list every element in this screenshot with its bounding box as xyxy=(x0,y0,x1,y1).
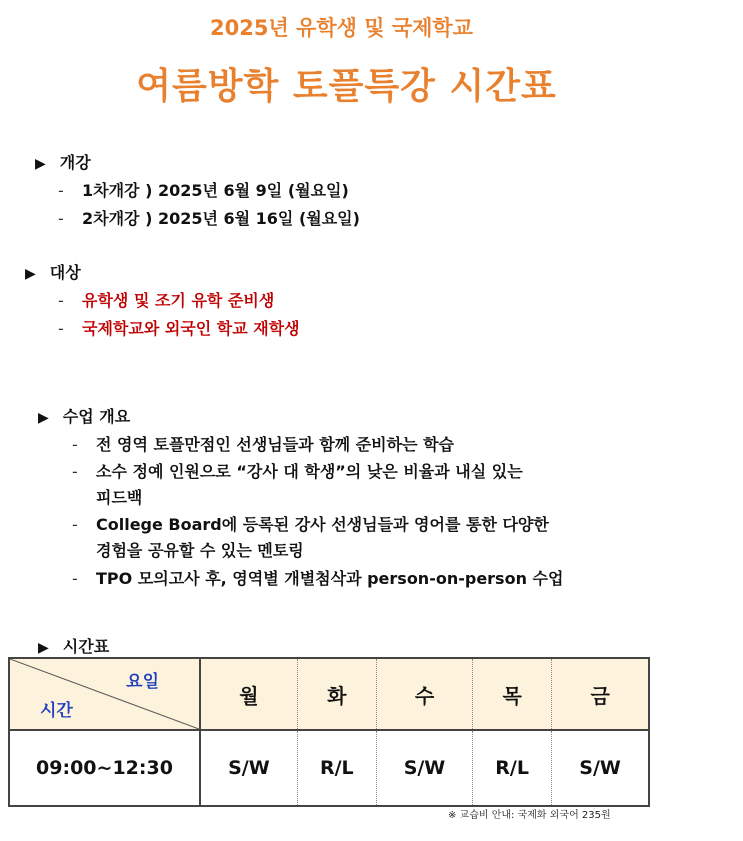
triangle-right-icon: ▶ xyxy=(38,410,49,426)
dash-icon: - xyxy=(58,319,64,338)
schedule-corner-cell xyxy=(9,658,200,730)
schedule-table xyxy=(8,657,650,807)
diagonal-divider xyxy=(10,659,199,729)
time-cell: 09:00~12:30 xyxy=(9,730,200,806)
target-item-1: - 유학생 및 조기 유학 준비생 xyxy=(58,291,275,310)
section-schedule-heading: ▶ 시간표 xyxy=(38,637,110,656)
section-overview-heading: ▶ 수업 개요 xyxy=(38,407,131,426)
triangle-right-icon: ▶ xyxy=(25,266,36,282)
day-header-mon: 월 xyxy=(200,658,297,730)
triangle-right-icon: ▶ xyxy=(35,156,46,172)
dash-icon: - xyxy=(72,435,78,454)
dash-icon: - xyxy=(58,209,64,228)
dash-icon: - xyxy=(72,515,78,534)
section-opening-heading: ▶ 개강 xyxy=(35,153,91,172)
day-header-tue: 화 xyxy=(297,658,376,730)
day-header-thu: 목 xyxy=(473,658,552,730)
title-line-1: 2025년 유학생 및 국제학교 xyxy=(210,16,473,40)
day-header-wed: 수 xyxy=(376,658,472,730)
cell-mon: S/W xyxy=(200,730,297,806)
cell-thu: R/L xyxy=(473,730,552,806)
cell-tue: R/L xyxy=(297,730,376,806)
overview-item-3: - College Board에 등록된 강사 선생님들과 영어를 통한 다양한 xyxy=(72,515,549,534)
day-header-fri: 금 xyxy=(552,658,649,730)
overview-item-1: - 전 영역 토플만점인 선생님들과 함께 준비하는 학습 xyxy=(72,435,454,454)
corner-time-label: 시간 xyxy=(40,701,73,721)
corner-day-label: 요일 xyxy=(126,672,159,692)
schedule-row xyxy=(9,730,649,806)
dash-icon: - xyxy=(58,181,64,200)
triangle-right-icon: ▶ xyxy=(38,640,49,656)
overview-item-3-cont: 경험을 공유할 수 있는 멘토링 xyxy=(96,541,304,560)
overview-item-4: - TPO 모의고사 후, 영역별 개별첨삭과 person-on-person 수업 xyxy=(72,569,564,588)
dash-icon: - xyxy=(58,291,64,310)
dash-icon: - xyxy=(72,462,78,481)
target-item-2: - 국제학교와 외국인 학교 재학생 xyxy=(58,319,300,338)
tuition-note: ※ 교습비 안내: 국제화 외국어 235원 xyxy=(448,810,611,821)
opening-item-2: - 2차개강 ) 2025년 6월 16일 (월요일) xyxy=(58,209,360,228)
dash-icon: - xyxy=(72,569,78,588)
title-line-2: 여름방학 토플특강 시간표 xyxy=(136,66,557,107)
overview-item-2: - 소수 정예 인원으로 “강사 대 학생”의 낮은 비율과 내실 있는 xyxy=(72,462,523,481)
section-target-heading: ▶ 대상 xyxy=(25,263,81,282)
cell-fri: S/W xyxy=(552,730,649,806)
cell-wed: S/W xyxy=(376,730,472,806)
schedule-header-row xyxy=(9,658,649,730)
overview-item-2-cont: 피드백 xyxy=(96,488,143,507)
opening-item-1: - 1차개강 ) 2025년 6월 9일 (월요일) xyxy=(58,181,349,200)
